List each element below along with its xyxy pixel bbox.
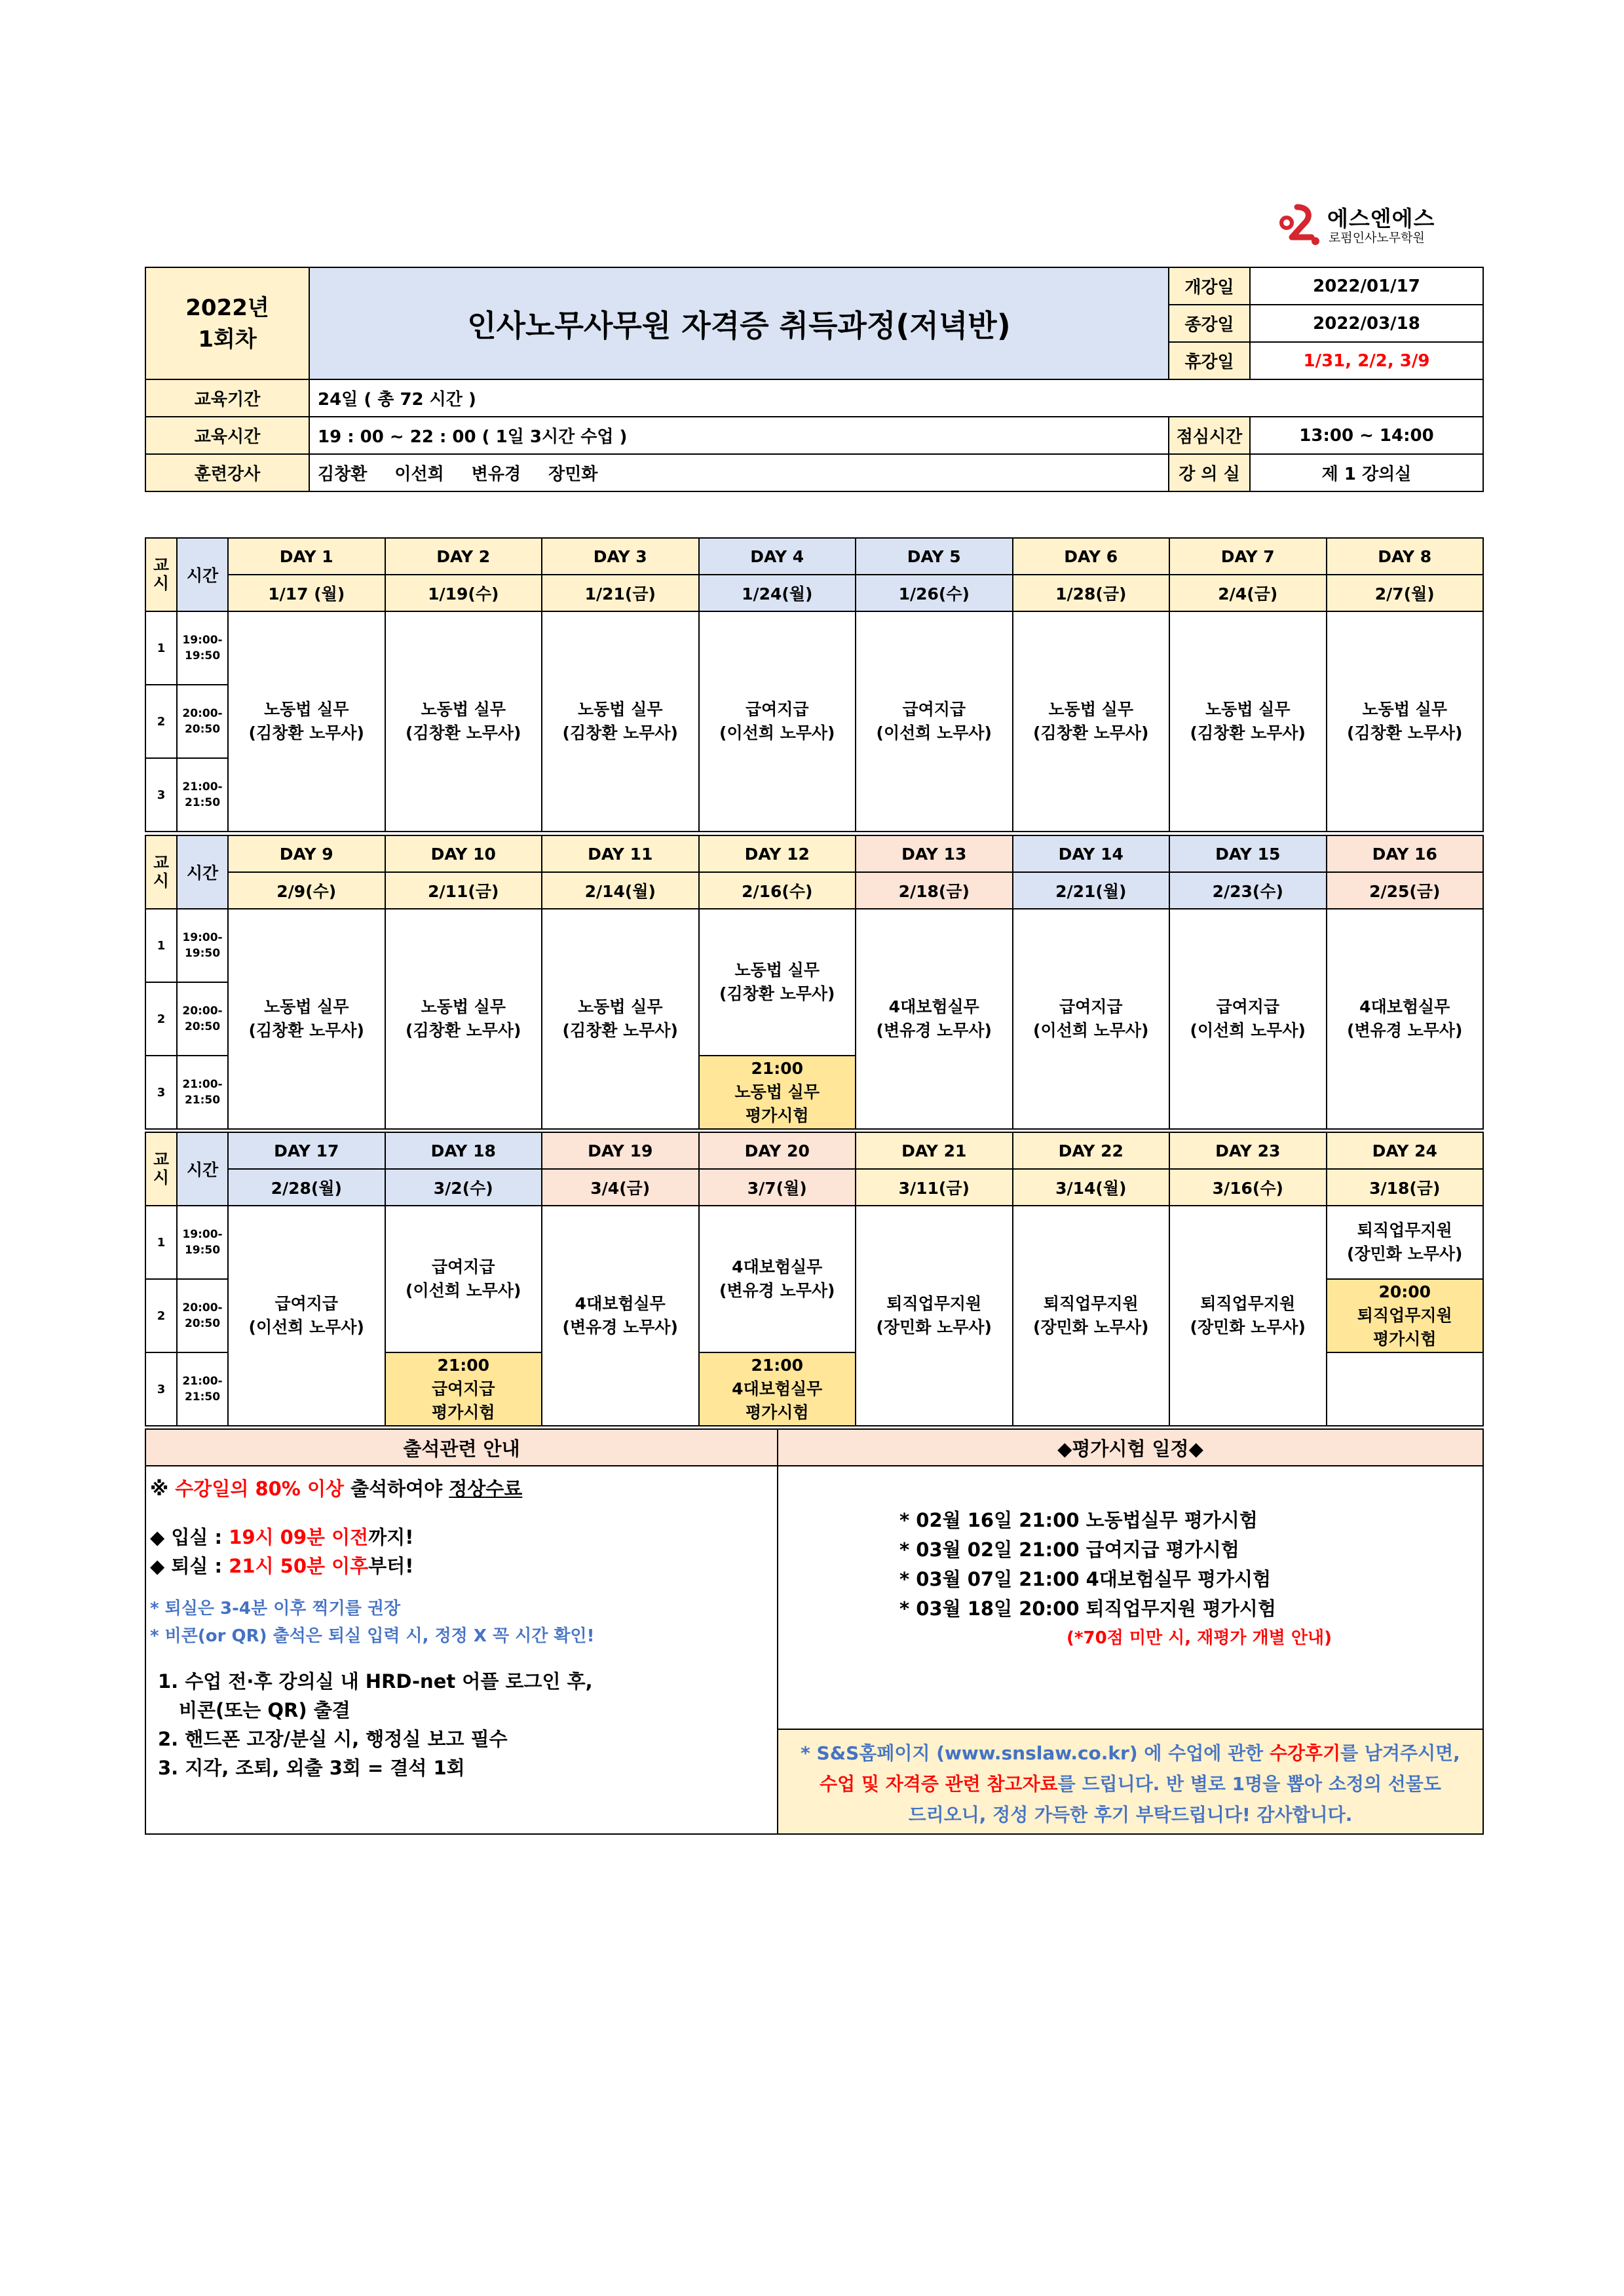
room-value: 제 1 강의실 [1250, 454, 1483, 491]
period-value: 24일 ( 총 72 시간 ) [309, 379, 1483, 417]
day-label: DAY 21 [856, 1132, 1013, 1169]
open-date-label: 개강일 [1169, 267, 1250, 305]
brand-subtitle: 로펌인사노무학원 [1329, 231, 1425, 245]
day-label: DAY 12 [699, 835, 856, 872]
day-date: 3/18(금) [1327, 1169, 1484, 1206]
course-cell: 급여지급 (이선희 노무사) [1169, 909, 1327, 1129]
period-header: 교 시 [145, 1132, 177, 1206]
day-date: 2/16(수) [699, 872, 856, 909]
course-cell: 노동법 실무 (김창환 노무사) [542, 909, 699, 1129]
course-cell: 퇴직업무지원 (장민화 노무사) [1327, 1206, 1484, 1279]
course-year: 2022년 [185, 294, 269, 321]
course-cell: 급여지급 (이선희 노무사) [228, 1206, 385, 1426]
day-date: 1/17 (월) [228, 575, 385, 611]
period-time: 21:00- 21:50 [177, 1352, 228, 1426]
brand-logo [1277, 202, 1448, 248]
step-2: 2. 핸드폰 고장/분실 시, 행정실 보고 필수 [158, 1728, 508, 1750]
period-number: 1 [145, 909, 177, 982]
time-label: 교육시간 [145, 417, 309, 454]
course-cell: 노동법 실무 (김창환 노무사) [228, 611, 385, 832]
instructor-label: 훈련강사 [145, 454, 309, 491]
course-title: 인사노무사무원 자격증 취득과정(저녁반) [309, 267, 1169, 379]
holiday-value: 1/31, 2/2, 3/9 [1250, 342, 1483, 379]
instructor-name: 장민화 [548, 465, 598, 484]
day-label: DAY 19 [542, 1132, 699, 1169]
day-date: 3/2(수) [385, 1169, 542, 1206]
period-time: 21:00- 21:50 [177, 1056, 228, 1129]
day-date: 2/7(월) [1327, 575, 1484, 611]
day-date: 2/4(금) [1169, 575, 1327, 611]
day-label: DAY 9 [228, 835, 385, 872]
eval-cell: 21:00 4대보험실무 평가시험 [699, 1352, 856, 1426]
attendance-title: 출석관련 안내 [145, 1429, 778, 1466]
step-1: 1. 수업 전·후 강의실 내 HRD-net 어플 로그인 후, [158, 1670, 593, 1693]
course-cell: 노동법 실무 (김창환 노무사) [542, 611, 699, 832]
period-time: 20:00- 20:50 [177, 1279, 228, 1352]
holiday-label: 휴강일 [1169, 342, 1250, 379]
day-label: DAY 1 [228, 538, 385, 575]
day-date: 2/21(월) [1013, 872, 1170, 909]
check-out-rule: ◆ 퇴실 : 21시 50분 이후부터! [150, 1555, 414, 1577]
eval-cell: 21:00 노동법 실무 평가시험 [699, 1056, 856, 1129]
day-date: 1/24(월) [699, 575, 856, 611]
day-label: DAY 13 [856, 835, 1013, 872]
period-number: 2 [145, 685, 177, 758]
day-date: 3/16(수) [1169, 1169, 1327, 1206]
course-cell: 4대보험실무 (변유경 노무사) [699, 1206, 856, 1352]
course-cell: 퇴직업무지원 (장민화 노무사) [856, 1206, 1013, 1426]
attendance-notes [145, 1466, 778, 1834]
day-label: DAY 14 [1013, 835, 1170, 872]
course-cell: 급여지급 (이선희 노무사) [699, 611, 856, 832]
course-cell: 노동법 실무 (김창환 노무사) [385, 611, 542, 832]
period-time: 19:00- 19:50 [177, 1206, 228, 1279]
day-label: DAY 11 [542, 835, 699, 872]
course-cell: 4대보험실무 (변유경 노무사) [1327, 909, 1484, 1129]
day-date: 3/7(월) [699, 1169, 856, 1206]
day-date: 2/9(수) [228, 872, 385, 909]
period-label: 교육기간 [145, 379, 309, 417]
period-header: 교 시 [145, 538, 177, 611]
eval-item: * 03월 02일 21:00 급여지급 평가시험 [899, 1539, 1239, 1561]
period-number: 3 [145, 758, 177, 832]
eval-cell: 20:00 퇴직업무지원 평가시험 [1327, 1279, 1484, 1352]
course-round [145, 267, 309, 379]
day-date: 2/23(수) [1169, 872, 1327, 909]
period-number: 3 [145, 1352, 177, 1426]
period-number: 1 [145, 1206, 177, 1279]
brand-name: 에스엔에스 [1327, 206, 1435, 231]
room-label: 강 의 실 [1169, 454, 1250, 491]
step-3: 3. 지각, 조퇴, 외출 3회 = 결석 1회 [158, 1757, 465, 1779]
tip-checkout: * 퇴실은 3-4분 이후 찍기를 권장 [150, 1599, 401, 1618]
day-label: DAY 17 [228, 1132, 385, 1169]
course-cell: 노동법 실무 (김창환 노무사) [699, 909, 856, 1056]
day-label: DAY 5 [856, 538, 1013, 575]
period-time: 19:00- 19:50 [177, 909, 228, 982]
course-header-table [145, 267, 1484, 492]
close-date-value: 2022/03/18 [1250, 305, 1483, 342]
instructor-list [309, 454, 1169, 491]
eval-cell: 21:00 급여지급 평가시험 [385, 1352, 542, 1426]
step-1b: 비콘(또는 QR) 출결 [179, 1699, 350, 1721]
course-cell: 노동법 실무 (김창환 노무사) [1013, 611, 1170, 832]
day-label: DAY 22 [1013, 1132, 1170, 1169]
day-date: 1/19(수) [385, 575, 542, 611]
course-cell: 급여지급 (이선희 노무사) [856, 611, 1013, 832]
course-cell: 노동법 실무 (김창환 노무사) [228, 909, 385, 1129]
check-in-rule: ◆ 입실 : 19시 09분 이전까지! [150, 1526, 414, 1548]
course-cell: 퇴직업무지원 (장민화 노무사) [1013, 1206, 1170, 1426]
day-date: 1/28(금) [1013, 575, 1170, 611]
empty-cell [1327, 1352, 1484, 1426]
schedule-block [145, 1132, 1484, 1426]
period-time: 20:00- 20:50 [177, 982, 228, 1056]
day-date: 2/25(금) [1327, 872, 1484, 909]
day-label: DAY 6 [1013, 538, 1170, 575]
period-number: 3 [145, 1056, 177, 1129]
instructor-name: 변유경 [471, 465, 521, 484]
day-date: 3/14(월) [1013, 1169, 1170, 1206]
course-cell: 노동법 실무 (김창환 노무사) [1327, 611, 1484, 832]
course-cell: 4대보험실무 (변유경 노무사) [542, 1206, 699, 1426]
day-label: DAY 2 [385, 538, 542, 575]
day-label: DAY 24 [1327, 1132, 1484, 1169]
period-time: 20:00- 20:50 [177, 685, 228, 758]
time-value: 19 : 00 ~ 22 : 00 ( 1일 3시간 수업 ) [309, 417, 1169, 454]
day-label: DAY 15 [1169, 835, 1327, 872]
course-cell: 퇴직업무지원 (장민화 노무사) [1169, 1206, 1327, 1426]
period-time: 19:00- 19:50 [177, 611, 228, 685]
period-number: 2 [145, 1279, 177, 1352]
instructor-name: 이선희 [394, 465, 444, 484]
course-cell: 노동법 실무 (김창환 노무사) [1169, 611, 1327, 832]
info-table [145, 1428, 1484, 1835]
time-header: 시간 [177, 538, 228, 611]
day-date: 2/28(월) [228, 1169, 385, 1206]
time-header: 시간 [177, 1132, 228, 1206]
day-date: 1/26(수) [856, 575, 1013, 611]
attendance-rule: ※ 수강일의 80% 이상 출석하여야 정상수료 [150, 1478, 523, 1500]
schedule-block [145, 537, 1484, 832]
course-cell: 급여지급 (이선희 노무사) [1013, 909, 1170, 1129]
day-label: DAY 20 [699, 1132, 856, 1169]
day-label: DAY 16 [1327, 835, 1484, 872]
day-label: DAY 4 [699, 538, 856, 575]
day-date: 3/4(금) [542, 1169, 699, 1206]
day-label: DAY 18 [385, 1132, 542, 1169]
period-number: 1 [145, 611, 177, 685]
eval-note: (*70점 미만 시, 재평가 개별 안내) [1067, 1628, 1332, 1648]
day-label: DAY 3 [542, 538, 699, 575]
time-header: 시간 [177, 835, 228, 909]
eval-item: * 02월 16일 21:00 노동법실무 평가시험 [899, 1509, 1258, 1531]
period-header: 교 시 [145, 835, 177, 909]
schedule-block [145, 835, 1484, 1130]
day-date: 3/11(금) [856, 1169, 1013, 1206]
course-cell: 4대보험실무 (변유경 노무사) [856, 909, 1013, 1129]
evaluation-panel [778, 1466, 1483, 1834]
course-cell: 급여지급 (이선희 노무사) [385, 1206, 542, 1352]
course-cell: 노동법 실무 (김창환 노무사) [385, 909, 542, 1129]
day-date: 2/18(금) [856, 872, 1013, 909]
period-number: 2 [145, 982, 177, 1056]
open-date-value: 2022/01/17 [1250, 267, 1483, 305]
day-label: DAY 7 [1169, 538, 1327, 575]
review-notice: * S&S홈페이지 (www.snslaw.co.kr) 에 수업에 관한 수강후기를 남겨주시면, 수업 및 자격증 관련 참고자료를 드립니다. 반 별로 1명을 뽑아 소정의 선물도 드리오니, 정성 가득한 후기 부탁드립니다! 감사합니다. [778, 1730, 1482, 1833]
day-label: DAY 8 [1327, 538, 1484, 575]
day-label: DAY 10 [385, 835, 542, 872]
close-date-label: 종강일 [1169, 305, 1250, 342]
day-date: 2/14(월) [542, 872, 699, 909]
brand-logo-mark [1277, 203, 1323, 246]
eval-item: * 03월 07일 21:00 4대보험실무 평가시험 [899, 1568, 1272, 1590]
day-date: 1/21(금) [542, 575, 699, 611]
eval-item: * 03월 18일 20:00 퇴직업무지원 평가시험 [899, 1598, 1276, 1620]
lunch-label: 점심시간 [1169, 417, 1250, 454]
day-label: DAY 23 [1169, 1132, 1327, 1169]
day-date: 2/11(금) [385, 872, 542, 909]
tip-beacon: * 비콘(or QR) 출석은 퇴실 입력 시, 정정 X 꼭 시간 확인! [150, 1626, 595, 1646]
instructor-name: 김창환 [318, 465, 368, 484]
lunch-value: 13:00 ~ 14:00 [1250, 417, 1483, 454]
evaluation-title: ◆평가시험 일정◆ [778, 1429, 1483, 1466]
course-round-number: 1회차 [198, 326, 257, 353]
period-time: 21:00- 21:50 [177, 758, 228, 832]
